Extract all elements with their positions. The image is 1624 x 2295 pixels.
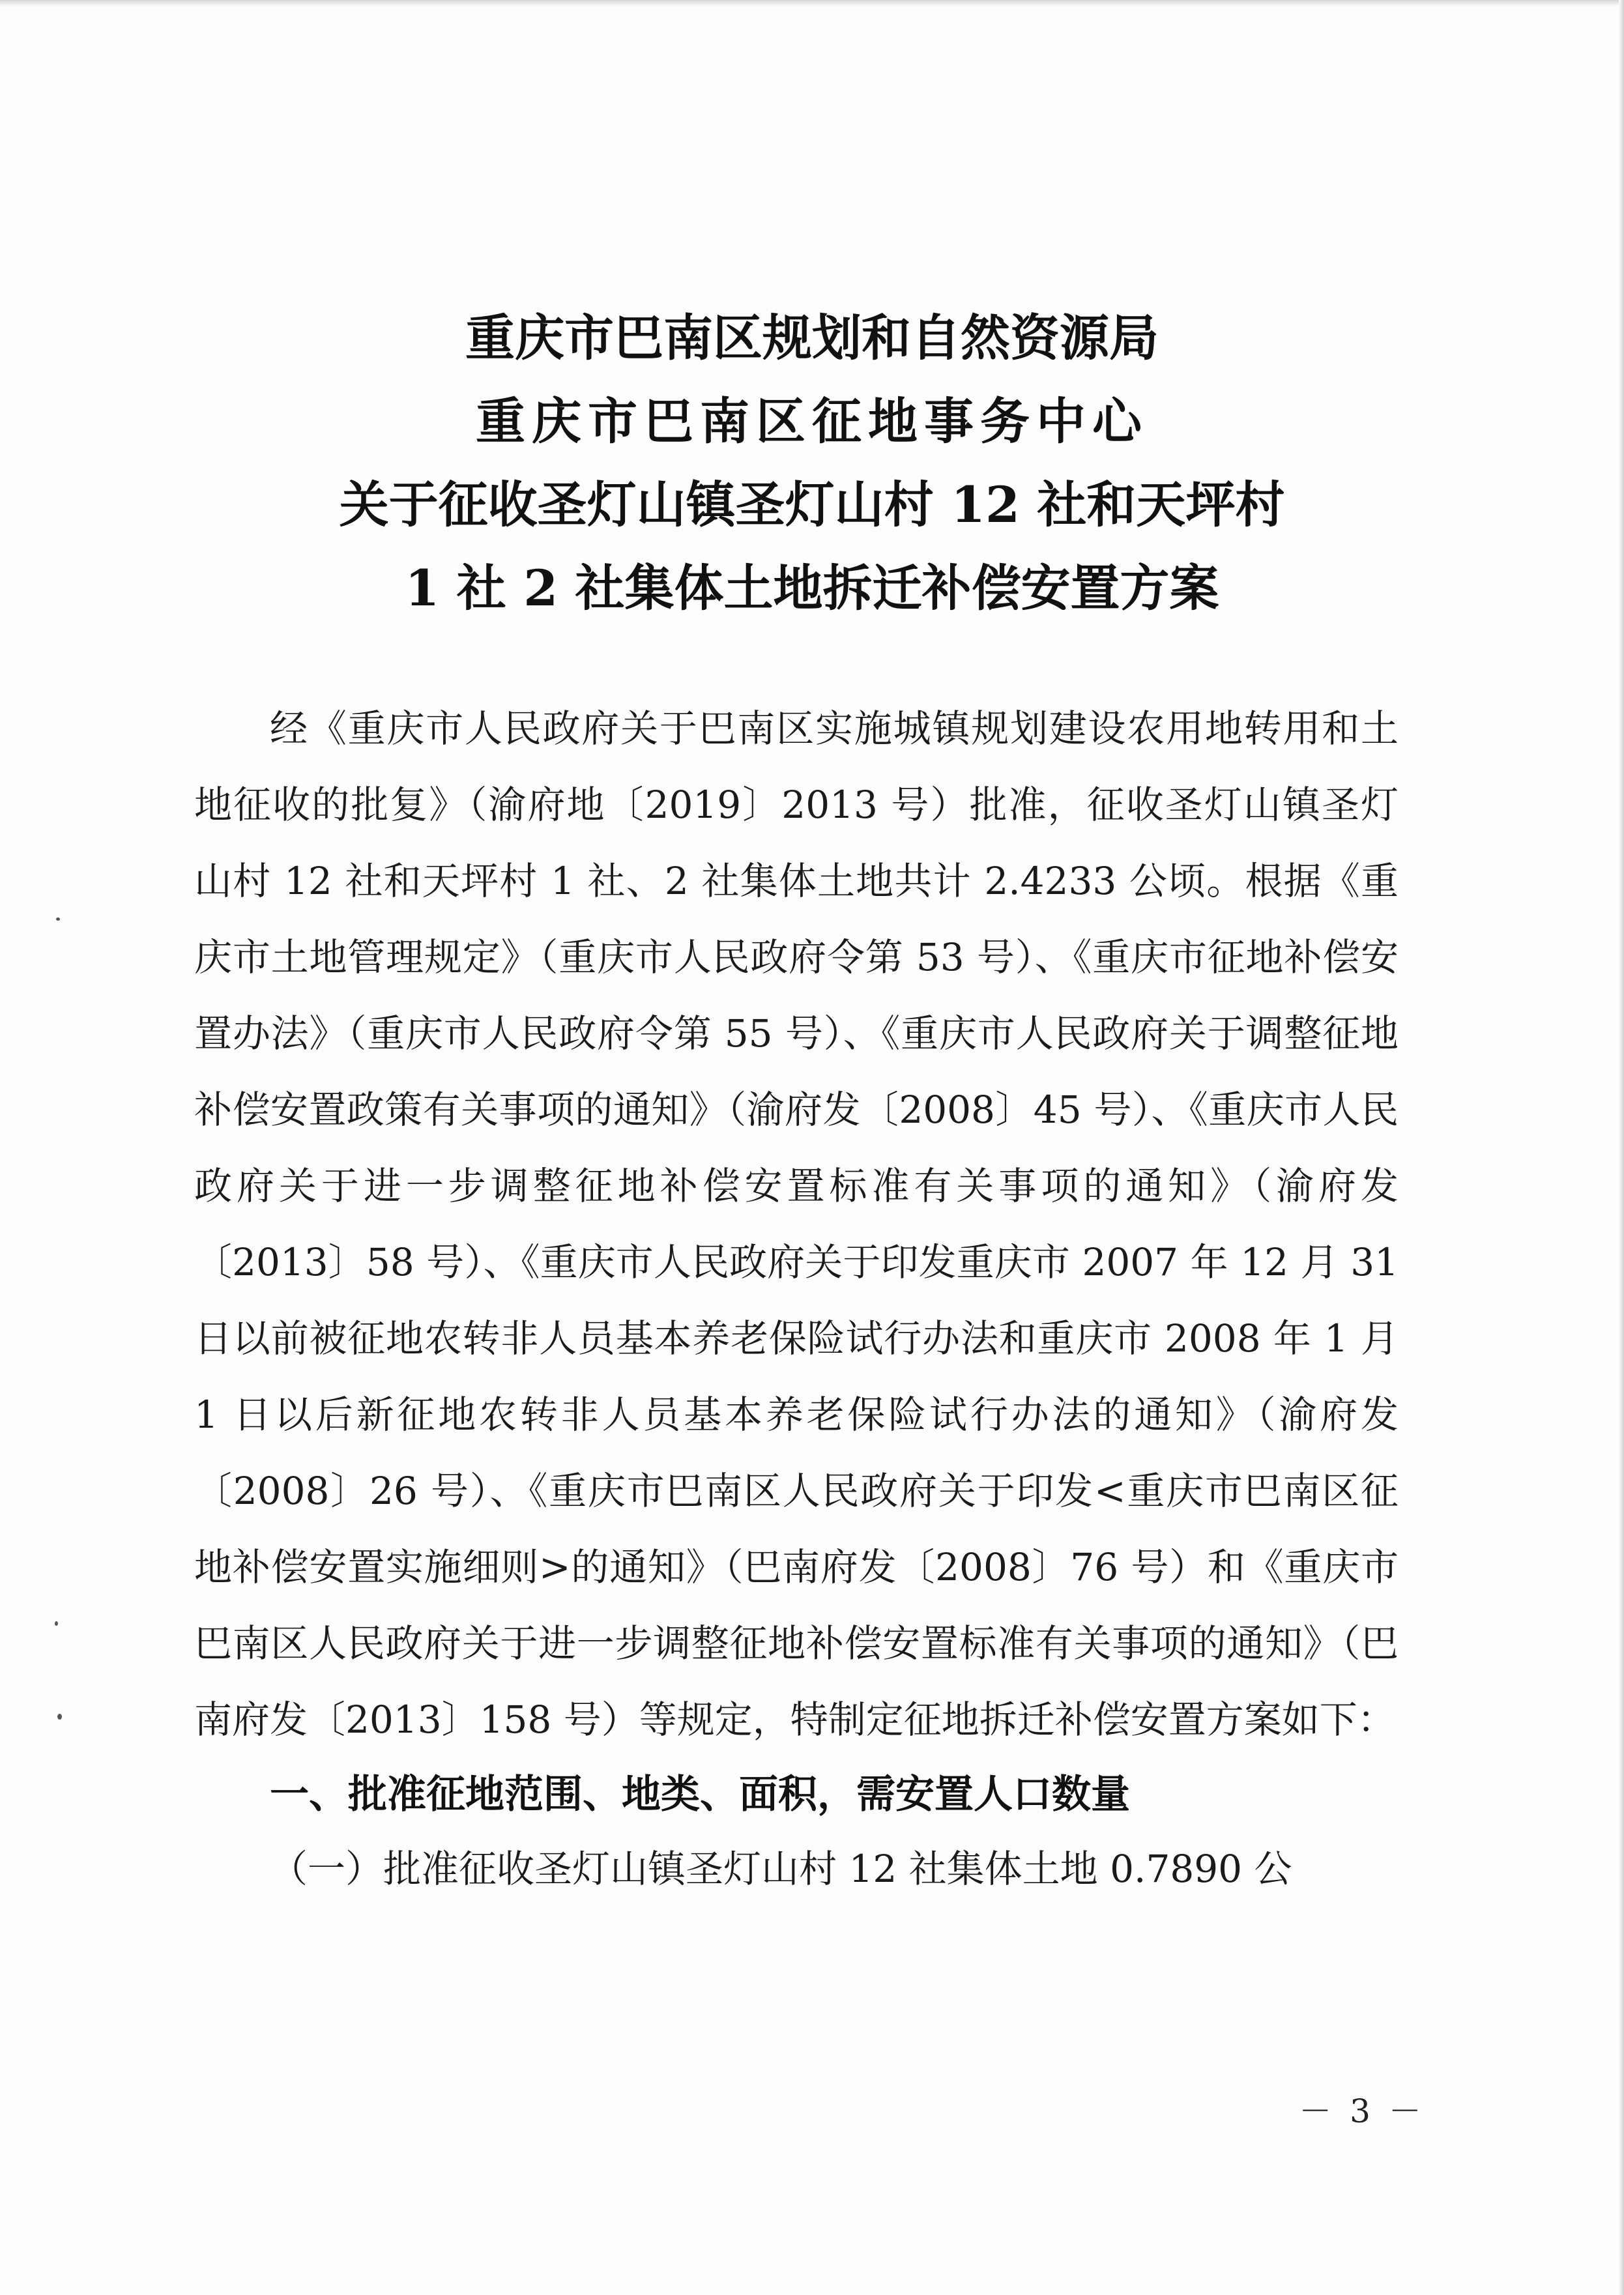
title-line-1: 重庆市巴南区规划和自然资源局 — [465, 309, 1159, 367]
document-title — [0, 296, 1624, 630]
title-line-2: 重庆市巴南区征地事务中心 — [476, 392, 1148, 450]
scan-speck — [55, 1621, 58, 1626]
subsection-paragraph: （一）批准征收圣灯山镇圣灯山村 12 社集体土地 0.7890 公 — [270, 1847, 1292, 1891]
page-number: － 3 － — [1299, 2092, 1425, 2130]
section-heading: 一、批准征地范围、地类、面积，需安置人口数量 — [270, 1772, 1130, 1817]
scan-speck — [56, 917, 60, 921]
scan-edge-top — [0, 0, 1624, 7]
document-body — [194, 691, 1399, 1907]
title-line-3: 关于征收圣灯山镇圣灯山村 12 社和天坪村 — [339, 476, 1285, 534]
title-line-4: 1 社 2 社集体土地拆迁补偿安置方案 — [405, 559, 1219, 617]
intro-paragraph: 经《重庆市人民政府关于巴南区实施城镇规划建设农用地转用和土地征收的批复》（渝府地〔2019〕2013 号）批准，征收圣灯山镇圣灯山村 12 社和天坪村 1 社、2 社集体土地共计 2.4233 公顷。根据《重庆市土地管理规定》（重庆市人民政府令第 53 号）、《重庆市征地补偿安置办法》（重庆市人民政府令第 55 号）、《重庆市人民政府关于调整征地补偿安置政策有关事项的通知》（渝府发〔2008〕45 号）、《重庆市人民政府关于进一步调整征地补偿安置标准有关事项的通知》（渝府发〔2013〕58 号）、《重庆市人民政府关于印发重庆市 2007 年 12 月 31 日以前被征地农转非人员基本养老保险试行办法和重庆市 2008 年 1 月 1 日以后新征地农转非人员基本养老保险试行办法的通知》（渝府发〔2008〕26 号）、《重庆市巴南区人民政府关于印发<重庆市巴南区征地补偿安置实施细则>的通知》（巴南府发〔2008〕76 号）和《重庆市巴南区人民政府关于进一步调整征地补偿安置标准有关事项的通知》（巴南府发〔2013〕158 号）等规定，特制定征地拆迁补偿安置方案如下： — [194, 706, 1399, 1742]
scan-speck — [57, 1714, 62, 1720]
